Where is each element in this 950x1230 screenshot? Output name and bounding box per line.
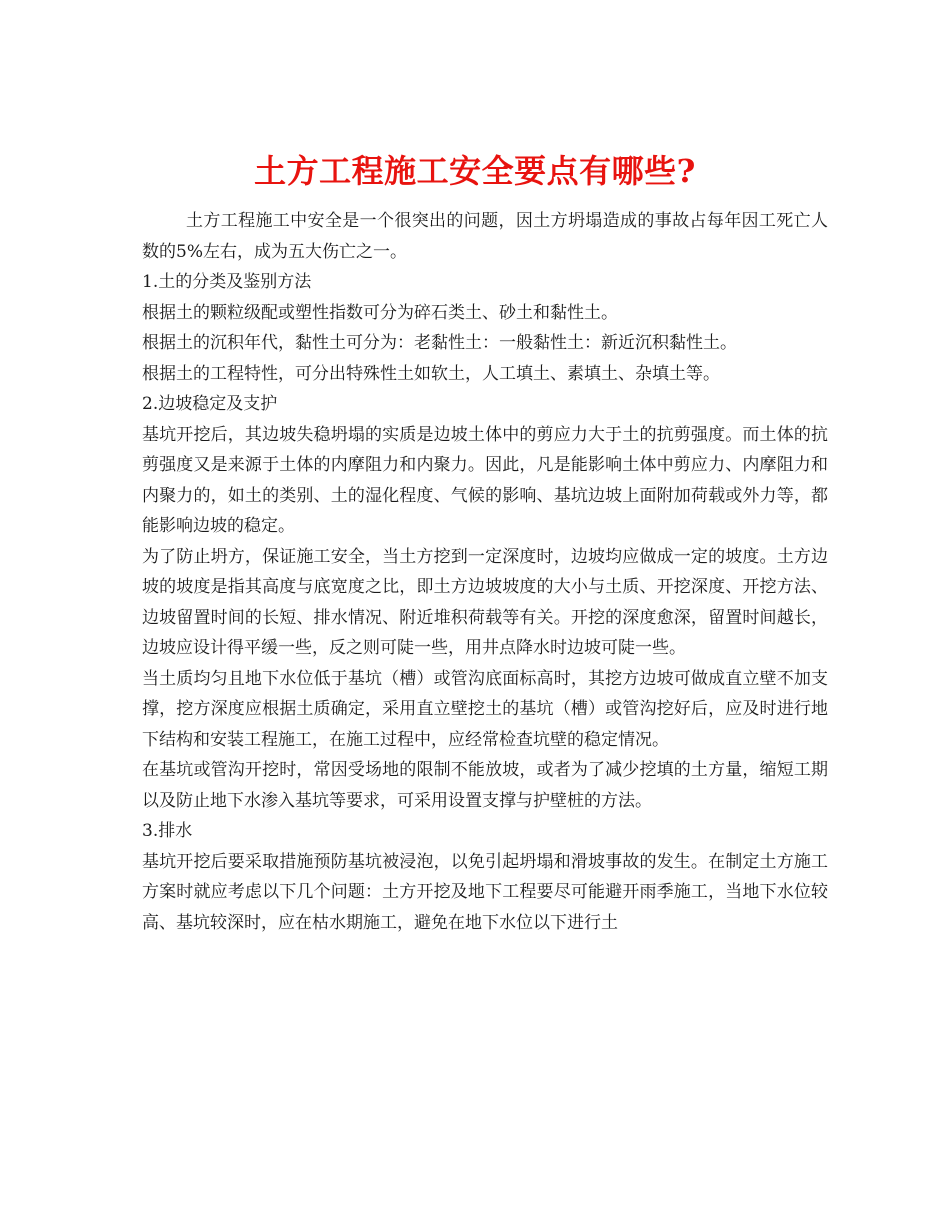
- paragraph: 当土质均匀且地下水位低于基坑（槽）或管沟底面标高时，其挖方边坡可做成直立壁不加支撑，挖方深度应根据土质确定，采用直立壁挖土的基坑（槽）或管沟挖好后，应及时进行地下结构和安装工程施工，在施工过程中，应经常检查坑壁的稳定情况。: [142, 668, 828, 750]
- paragraph: 为了防止坍方，保证施工安全，当土方挖到一定深度时，边坡均应做成一定的坡度。土方边坡的坡度是指其高度与底宽度之比，即土方边坡坡度的大小与土质、开挖深度、开挖方法、边坡留置时间的长短、排水情况、附近堆积荷载等有关。开挖的深度愈深，留置时间越长，边坡应设计得平缓一些，反之则可陡一些，用井点降水时边坡可陡一些。: [142, 546, 828, 658]
- paragraph: 根据土的沉积年代，黏性土可分为：老黏性土：一般黏性土：新近沉积黏性土。: [142, 333, 737, 353]
- paragraph: 基坑开挖后要采取措施预防基坑被浸泡，以免引起坍塌和滑坡事故的发生。在制定土方施工方案时就应考虑以下几个问题：土方开挖及地下工程要尽可能避开雨季施工，当地下水位较高、基坑较深时，应在枯水期施工，避免在地下水位以下进行土: [142, 851, 828, 933]
- paragraph: 根据土的工程特性，可分出特殊性土如软土，人工填土、素填土、杂填土等。: [142, 363, 720, 384]
- document-title: 土方工程施工安全要点有哪些?: [254, 152, 696, 191]
- section-heading-drainage: 3.排水: [142, 821, 193, 841]
- document-body: [142, 206, 828, 938]
- paragraph: 基坑开挖后，其边坡失稳坍塌的实质是边坡土体中的剪应力大于土的抗剪强度。而土体的抗剪强度又是来源于土体的内摩阻力和内聚力。因此，凡是能影响土体中剪应力、内摩阻力和内聚力的，如土的类别、土的湿化程度、气候的影响、基坑边坡上面附加荷载或外力等，都能影响边坡的稳定。: [142, 424, 828, 536]
- paragraph: 在基坑或管沟开挖时，常因受场地的限制不能放坡，或者为了减少挖填的土方量，缩短工期以及防止地下水渗入基坑等要求，可采用设置支撑与护壁桩的方法。: [142, 760, 828, 811]
- paragraph: 根据土的颗粒级配或塑性指数可分为碎石类土、砂土和黏性土。: [142, 302, 618, 323]
- section-heading-slope-stability: 2.边坡稳定及支护: [142, 394, 278, 414]
- intro-paragraph: 土方工程施工中安全是一个很突出的问题，因土方坍塌造成的事故占每年因工死亡人数的5%左右，成为五大伤亡之一。: [142, 211, 828, 262]
- section-heading-soil-classification: 1.土的分类及鉴别方法: [142, 272, 312, 292]
